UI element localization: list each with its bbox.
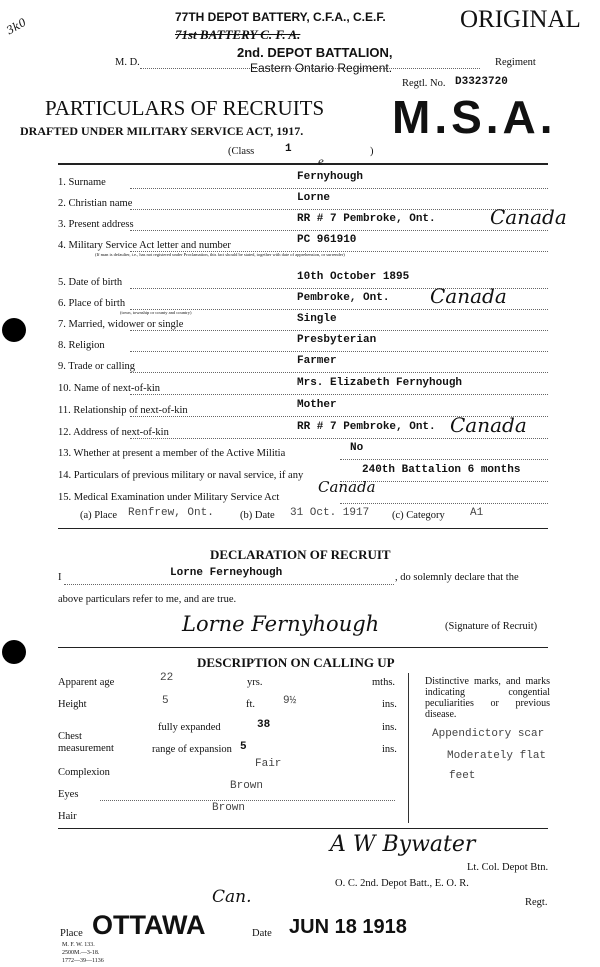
- field-value: RR # 7 Pembroke, Ont.: [297, 421, 436, 433]
- field-label: 5. Date of birth: [58, 277, 123, 288]
- field-label: 15. Medical Examination under Military Service Act: [58, 492, 280, 503]
- field-label: 4. Military Service Act letter and number: [58, 240, 231, 251]
- declaration-title: DECLARATION OF RECRUIT: [210, 547, 391, 562]
- handwritten-country: Canada: [490, 205, 567, 229]
- class-label: (Class: [228, 146, 255, 157]
- handwritten-country: Canada: [318, 478, 376, 496]
- form-number: M. F. W. 133.: [62, 942, 95, 948]
- field-label: 10. Name of next-of-kin: [58, 383, 161, 394]
- field-value: Farmer: [297, 355, 337, 367]
- field-value: Presbyterian: [297, 334, 377, 346]
- regtl-number: D3323720: [455, 76, 508, 88]
- regtl-label: Regtl. No.: [402, 78, 446, 89]
- declarant-name: Lorne Ferneyhough: [170, 567, 283, 579]
- form-print-run: 2500M.—3-18.: [62, 950, 100, 956]
- form-print-code: 1772—39—1136: [62, 958, 104, 964]
- md-label: M. D.: [115, 57, 140, 68]
- field-value: PC 961910: [297, 234, 357, 246]
- field-label: 11. Relationship of next-of-kin: [58, 405, 188, 416]
- struck-unit: 71st BATTERY C. F. A.: [175, 27, 301, 42]
- form-subtitle: DRAFTED UNDER MILITARY SERVICE ACT, 1917.: [20, 124, 304, 138]
- field-label: 7. Married, widower or single: [58, 319, 184, 330]
- battalion-stamp: 2nd. DEPOT BATTALION,: [237, 45, 393, 60]
- handwritten-country: Canada: [430, 284, 507, 308]
- date-stamp: JUN 18 1918: [289, 916, 407, 938]
- distinctive-marks-label: Distinctive marks, and marks indicating congential peculiarities or previous disease.: [425, 676, 550, 720]
- field-label: 1. Surname: [58, 177, 106, 188]
- margin-note: 3k0: [4, 15, 29, 38]
- punch-hole: [2, 640, 26, 664]
- medical-place: Renfrew, Ont.: [128, 507, 214, 519]
- field-value: Pembroke, Ont.: [297, 292, 390, 304]
- original-stamp: ORIGINAL: [460, 6, 581, 33]
- medical-date: 31 Oct. 1917: [290, 507, 370, 519]
- field-value: No: [350, 442, 364, 454]
- unit-stamp: 77TH DEPOT BATTERY, C.F.A., C.E.F.: [175, 10, 386, 24]
- handwritten-country: Canada: [450, 413, 527, 437]
- field-value: Mrs. Elizabeth Fernyhough: [297, 377, 463, 389]
- field-label: 14. Particulars of previous military or naval service, if any: [58, 470, 304, 481]
- field-label: 3. Present address: [58, 219, 134, 230]
- field-label: 12. Address of next-of-kin: [58, 427, 169, 438]
- place-stamp: OTTAWA: [92, 910, 206, 940]
- field-label: 2. Christian name: [58, 198, 133, 209]
- field-value: Fernyhough: [297, 171, 364, 183]
- field-value: Single: [297, 313, 337, 325]
- description-title: DESCRIPTION ON CALLING UP: [197, 655, 395, 670]
- officer-signature: A W Bywater: [330, 832, 476, 857]
- field-label: 6. Place of birth: [58, 298, 126, 309]
- field-value: RR # 7 Pembroke, Ont.: [297, 213, 436, 225]
- medical-category: A1: [470, 507, 484, 519]
- field-label: 9. Trade or calling: [58, 361, 135, 372]
- field-value: Lorne: [297, 192, 331, 204]
- field-value: Mother: [297, 399, 337, 411]
- form-title: PARTICULARS OF RECRUITS: [45, 96, 325, 120]
- class-value: 1: [285, 143, 292, 155]
- msa-stamp: M.S.A.: [392, 91, 557, 143]
- field-label: 13. Whether at present a member of the Active Militia: [58, 448, 286, 459]
- attestation-document: 3k0 77TH DEPOT BATTERY, C.F.A., C.E.F. 71st BATTERY C. F. A. M. D. 2nd. DEPOT BATTALION, Eastern Ontario Regiment. Regiment ORIGINAL Regtl. No. D3323720 PARTICULARS OF RECRUITS DRAFTED UNDER MILITARY SERVICE ACT, 1917. M.S.A. (Class 1 ) 1. Surname Fernyhough e 2. Christian name Lorne 3. Present address RR # 7 Pembroke, Ont. Canada 4. Military Service Act letter and number PC 961910 (If man is defaulter, i.e., has not registered under Proclamation, this fact should be stated, together with date of apprehension, or surrender) 5. Date of birth 10th October 1895 6. Place of birth Pembroke, Ont. Canada (town, township or county and country) 7. Married, widower or single Single 8. Religion Presbyterian 9. Trade or calling Farmer 10. Name of next-of-kin Mrs. Elizabeth Fernyhough 11. Relationship of next-of-kin Mother 12. Address of next-of-kin RR # 7 Pembroke, Ont. Canada 13. Whether at present a member of the Active Militia No 14. Particulars of previous military or naval service, if any 240th Battalion 6 months 15. Medical Examination under Military Service Act Canada (a) Place Renfrew, Ont. (b) Date 31 Oct. 1917 (c) Category A1 DECLARATION OF RECRUIT I Lorne Ferneyhough , do solemnly declare that the above particulars refer to me, and are true. Lorne Fernyhough (Signature of Recruit) DESCRIPTION ON CALLING UP Apparent age 22 yrs. mths. Height 5 ft. 9½ ins. Chest measurement fully expanded 38 ins. range of expansion 5 ins. Complexion Fair Eyes Brown Hair Brown Distinctive marks, and marks indicating congential peculiarities or previous disease. Appendictory scar Moderately flat feet A W Bywater Lt. Col. Depot Btn. O. C. 2nd. Depot Batt., E. O. R. Regt. Place OTTAWA Can. Date JUN 18 1918 M. F. W. 133. 2500M.—3-18. 1772—39—1136: [0, 0, 600, 967]
- regiment-label: Regiment: [495, 57, 536, 68]
- field-label: 8. Religion: [58, 340, 105, 351]
- field-value: 10th October 1895: [297, 271, 410, 283]
- regiment-stamp: Eastern Ontario Regiment.: [250, 61, 393, 75]
- field-value: 240th Battalion 6 months: [362, 464, 521, 476]
- recruit-signature: Lorne Fernyhough: [182, 612, 380, 636]
- punch-hole: [2, 318, 26, 342]
